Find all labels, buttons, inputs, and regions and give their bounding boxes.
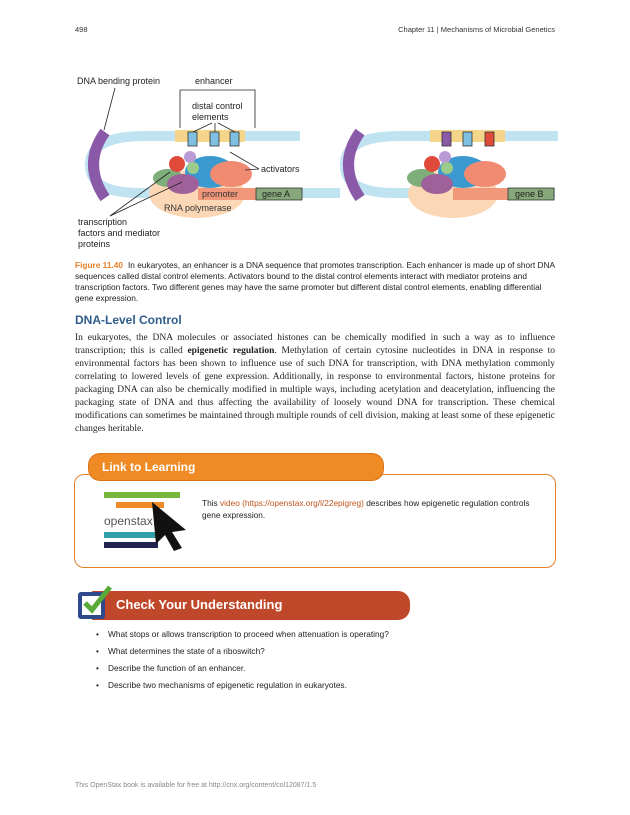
dna-bending-protein-right	[349, 132, 361, 198]
promoter-label: promoter	[202, 189, 239, 199]
distal-control-label-1: distal control	[192, 101, 243, 111]
openstax-logo	[104, 492, 196, 552]
ltl-text-after: describes how epigenetic regulation controls gene expression.	[202, 498, 530, 520]
paragraph-text-1: In eukaryotes, the DNA molecules or associated histones can be chemically modified in such a way as to influence transcription; this is called	[75, 333, 555, 356]
link-to-learning-text	[202, 497, 532, 521]
enhancer-label: enhancer	[195, 76, 233, 86]
openstax-logo-text: openstax	[104, 514, 153, 528]
section-title: DNA-Level Control	[75, 313, 182, 327]
distal-control-label-2: elements	[192, 112, 229, 122]
check-understanding-title: Check Your Understanding	[92, 591, 410, 620]
paragraph-key-term: epigenetic regulation	[187, 346, 275, 356]
dna-bending-protein-left	[94, 132, 106, 198]
list-item: • What determines the state of a riboswitch?	[96, 646, 389, 663]
list-item: • What stops or allows transcription to proceed when attenuation is operating?	[96, 629, 389, 646]
list-item: • Describe the function of an enhancer.	[96, 663, 389, 680]
gene-a-label: gene A	[262, 189, 291, 199]
rna-polymerase-label: RNA polymerase	[164, 203, 232, 213]
diagram-gene-a	[77, 76, 340, 249]
page-number: 498	[75, 25, 88, 34]
ltl-text-before: This	[202, 498, 220, 508]
gene-b-label: gene B	[515, 189, 544, 199]
figure-label: Figure 11.40	[75, 260, 123, 270]
enhancer-figure	[70, 72, 560, 252]
link-to-learning-title: Link to Learning	[88, 453, 384, 481]
dna-bending-protein-label: DNA bending protein	[77, 76, 161, 86]
activators-label: activators	[261, 164, 300, 174]
chapter-header: Chapter 11 | Mechanisms of Microbial Genetics	[398, 25, 555, 34]
tf-label-1: transcription	[78, 217, 128, 227]
section-paragraph	[75, 332, 555, 436]
list-item: • Describe two mechanisms of epigenetic regulation in eukaryotes.	[96, 680, 389, 697]
tf-label-2: factors and mediator	[78, 228, 161, 238]
page-footer: This OpenStax book is available for free at http://cnx.org/content/col12087/1.5	[75, 782, 317, 789]
video-link[interactable]: video (https://openstax.org/l/22epigreg)	[219, 498, 364, 508]
figure-caption-text: In eukaryotes, an enhancer is a DNA sequence that promotes transcription. Each enhancer is made up of short DNA sequences called distal control elements. Activators bound to the distal control elements interact with mediator proteins and transcription factors. Two different genes may have the same promoter but different distal control elements, enabling differential gene expression.	[75, 260, 555, 303]
figure-caption	[75, 260, 555, 304]
tf-label-3: proteins	[78, 239, 111, 249]
paragraph-text-2: . Methylation of certain cytosine nucleotides in DNA in response to environmental factors has been shown to influence use of such DNA for transcription, with DNA methylation commonly correlating to lowered levels of gene expression. Additionally, in response to environmental factors, histone proteins for packaging DNA can also be chemically modified in multiple ways, including acetylation and deacetylation, influencing the packaging state of DNA and thus affecting the availability of loosely wound DNA for transcription. These chemical modifications can sometimes be maintained through multiple rounds of cell division, making at least some of these epigenetic changes heritable.	[75, 346, 555, 434]
check-understanding-list	[96, 629, 389, 697]
checkbox-check-icon	[77, 584, 113, 620]
diagram-gene-b	[345, 130, 558, 218]
